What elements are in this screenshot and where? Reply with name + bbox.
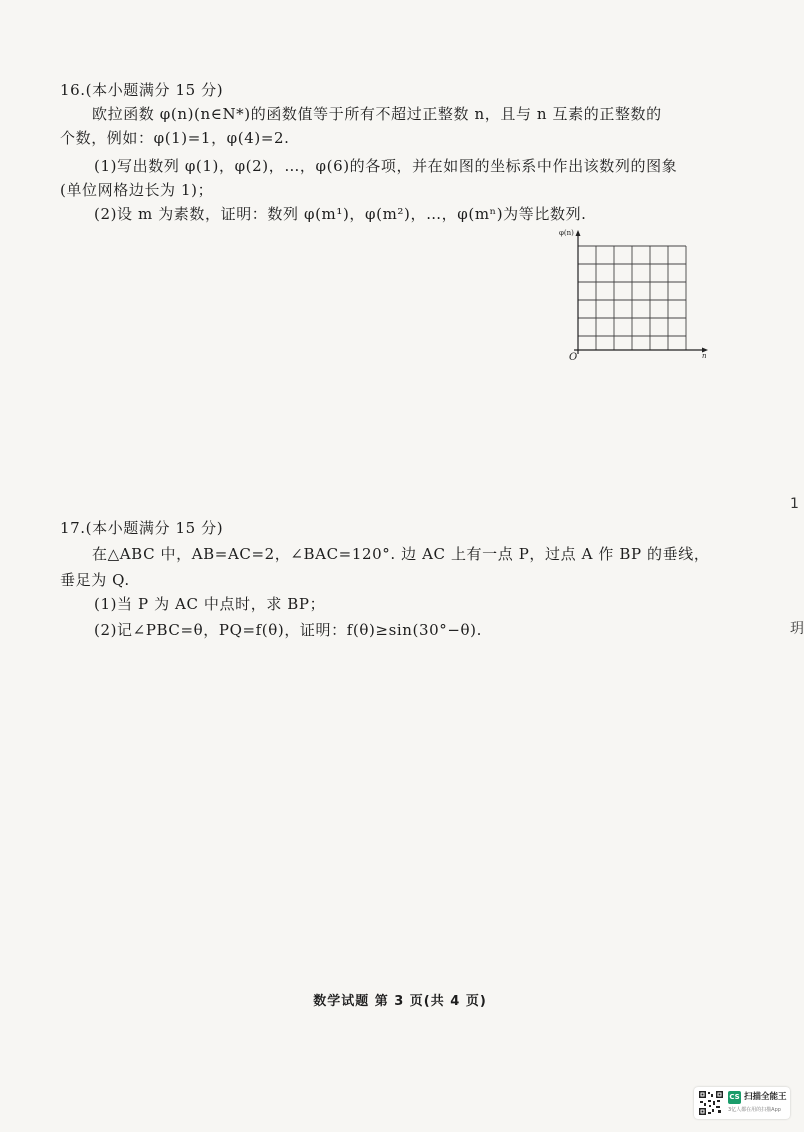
page-footer: 数学试题 第 3 页(共 4 页) (313, 994, 487, 1009)
problem-17-title: 17.(本小题满分 15 分) (60, 519, 224, 537)
scanner-app-tagline: 3亿人都在用的扫描App (728, 1107, 781, 1113)
problem-17-line-1: 在△ABC 中，AB=AC=2，∠BAC=120°. 边 AC 上有一点 P，过点 A 作 BP 的垂线， (92, 545, 710, 563)
x-axis-label: n (702, 352, 707, 360)
scanner-badge (694, 1087, 790, 1119)
problem-16-line-2: 个数，例如：φ(1)=1，φ(4)=2. (60, 129, 290, 147)
y-axis-arrow (576, 230, 581, 236)
edge-mark-bottom: 玥 (790, 621, 804, 637)
problem-17-part-1: (1)当 P 为 AC 中点时，求 BP； (94, 595, 326, 613)
problem-16-part-2: (2)设 m 为素数，证明：数列 φ(m¹)，φ(m²)，…，φ(mⁿ)为等比数列. (94, 205, 587, 223)
cs-logo-icon: CS (728, 1091, 741, 1104)
scanner-app-name: 扫描全能王 (744, 1092, 787, 1102)
problem-17-part-2: (2)记∠PBC=θ，PQ=f(θ)，证明：f(θ)≥sin(30°−θ). (94, 621, 483, 639)
grid-lines (578, 246, 686, 350)
edge-mark-top: 1 (790, 496, 799, 512)
coordinate-grid-svg (556, 224, 716, 364)
problem-16-title: 16.(本小题满分 15 分) (60, 81, 224, 99)
problem-16-line-1: 欧拉函数 φ(n)(n∈N*)的函数值等于所有不超过正整数 n，且与 n 互素的正整数的 (92, 105, 662, 123)
problem-16-part-1-line-2: (单位网格边长为 1)； (60, 181, 214, 199)
coordinate-grid (556, 224, 716, 364)
problem-17-line-2: 垂足为 Q. (60, 571, 130, 589)
problem-16-part-1-line-1: (1)写出数列 φ(1)，φ(2)，…，φ(6)的各项，并在如图的坐标系中作出该数列的图象 (94, 157, 678, 175)
y-axis-label: φ(n) (559, 229, 574, 237)
qr-code-icon (698, 1090, 724, 1116)
origin-label: O (569, 352, 578, 363)
